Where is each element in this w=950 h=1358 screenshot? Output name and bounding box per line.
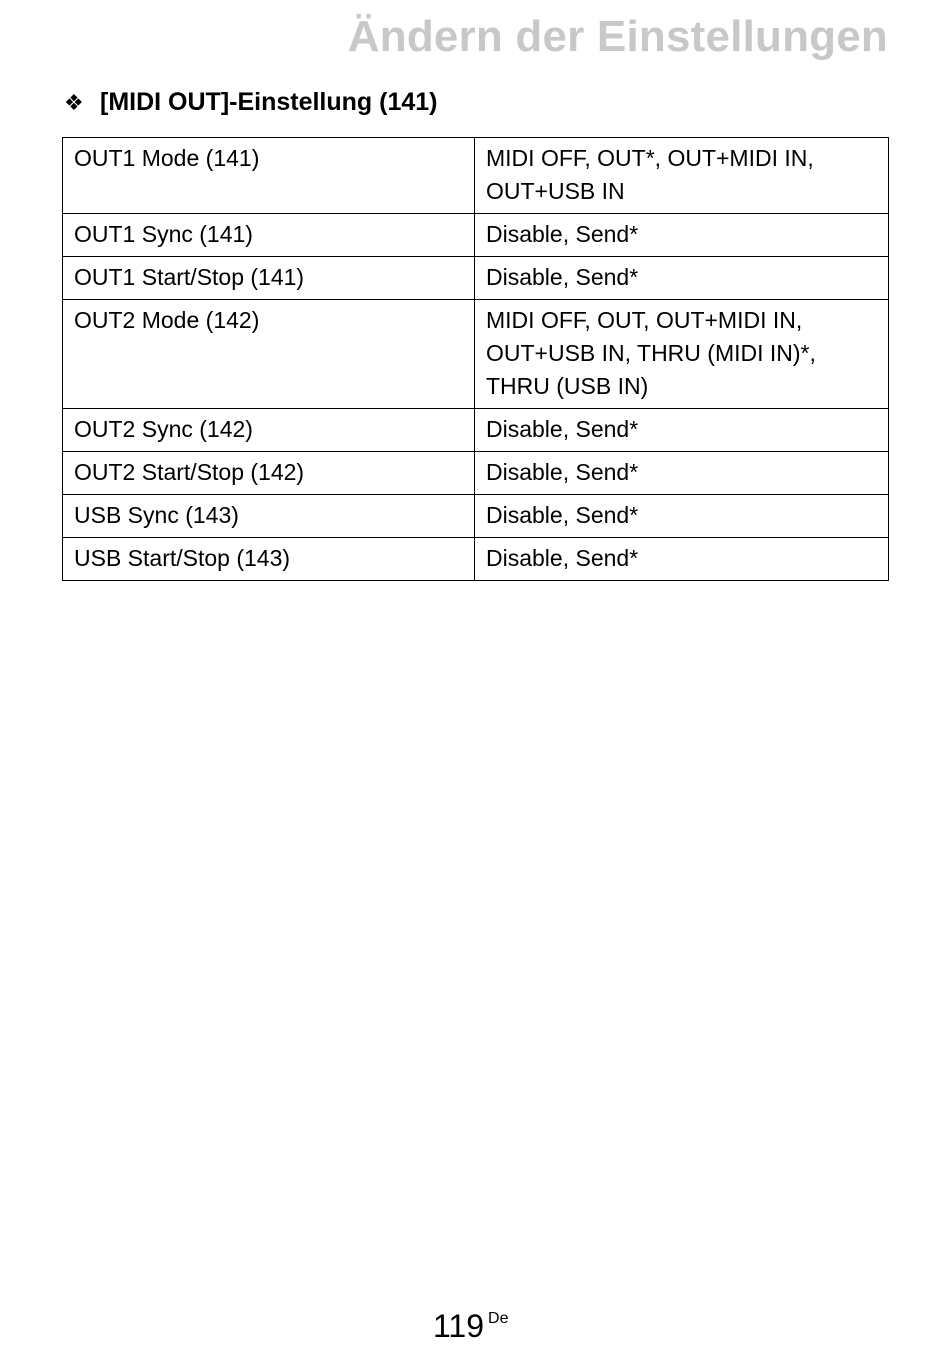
table-row bbox=[63, 300, 889, 409]
setting-name-cell: OUT1 Mode (141) bbox=[63, 138, 475, 214]
diamond-bullet-icon: ❖ bbox=[64, 89, 84, 115]
table-row bbox=[63, 138, 889, 214]
setting-values-cell: Disable, Send* bbox=[475, 257, 889, 300]
page-header-title: Ändern der Einstellungen bbox=[347, 12, 888, 61]
setting-values-cell: MIDI OFF, OUT, OUT+MIDI IN, OUT+USB IN, THRU (MIDI IN)*, THRU (USB IN) bbox=[475, 300, 889, 409]
section-heading-text: [MIDI OUT]-Einstellung (141) bbox=[100, 88, 438, 116]
setting-name-cell: OUT1 Start/Stop (141) bbox=[63, 257, 475, 300]
setting-values-cell: Disable, Send* bbox=[475, 452, 889, 495]
table-row bbox=[63, 452, 889, 495]
setting-values-cell: Disable, Send* bbox=[475, 214, 889, 257]
section-heading bbox=[64, 88, 438, 117]
table-row bbox=[63, 214, 889, 257]
table-row bbox=[63, 538, 889, 581]
setting-name-cell: OUT2 Mode (142) bbox=[63, 300, 475, 409]
page-number-value: 119 bbox=[433, 1308, 485, 1344]
setting-values-cell: Disable, Send* bbox=[475, 495, 889, 538]
table-row bbox=[63, 495, 889, 538]
page-number bbox=[433, 1308, 508, 1345]
setting-values-cell: Disable, Send* bbox=[475, 409, 889, 452]
setting-name-cell: OUT2 Sync (142) bbox=[63, 409, 475, 452]
setting-values-cell: MIDI OFF, OUT*, OUT+MIDI IN, OUT+USB IN bbox=[475, 138, 889, 214]
table-row bbox=[63, 409, 889, 452]
language-code: De bbox=[488, 1310, 509, 1327]
setting-name-cell: USB Start/Stop (143) bbox=[63, 538, 475, 581]
setting-name-cell: USB Sync (143) bbox=[63, 495, 475, 538]
settings-table bbox=[62, 137, 889, 581]
setting-name-cell: OUT1 Sync (141) bbox=[63, 214, 475, 257]
table-row bbox=[63, 257, 889, 300]
setting-values-cell: Disable, Send* bbox=[475, 538, 889, 581]
setting-name-cell: OUT2 Start/Stop (142) bbox=[63, 452, 475, 495]
